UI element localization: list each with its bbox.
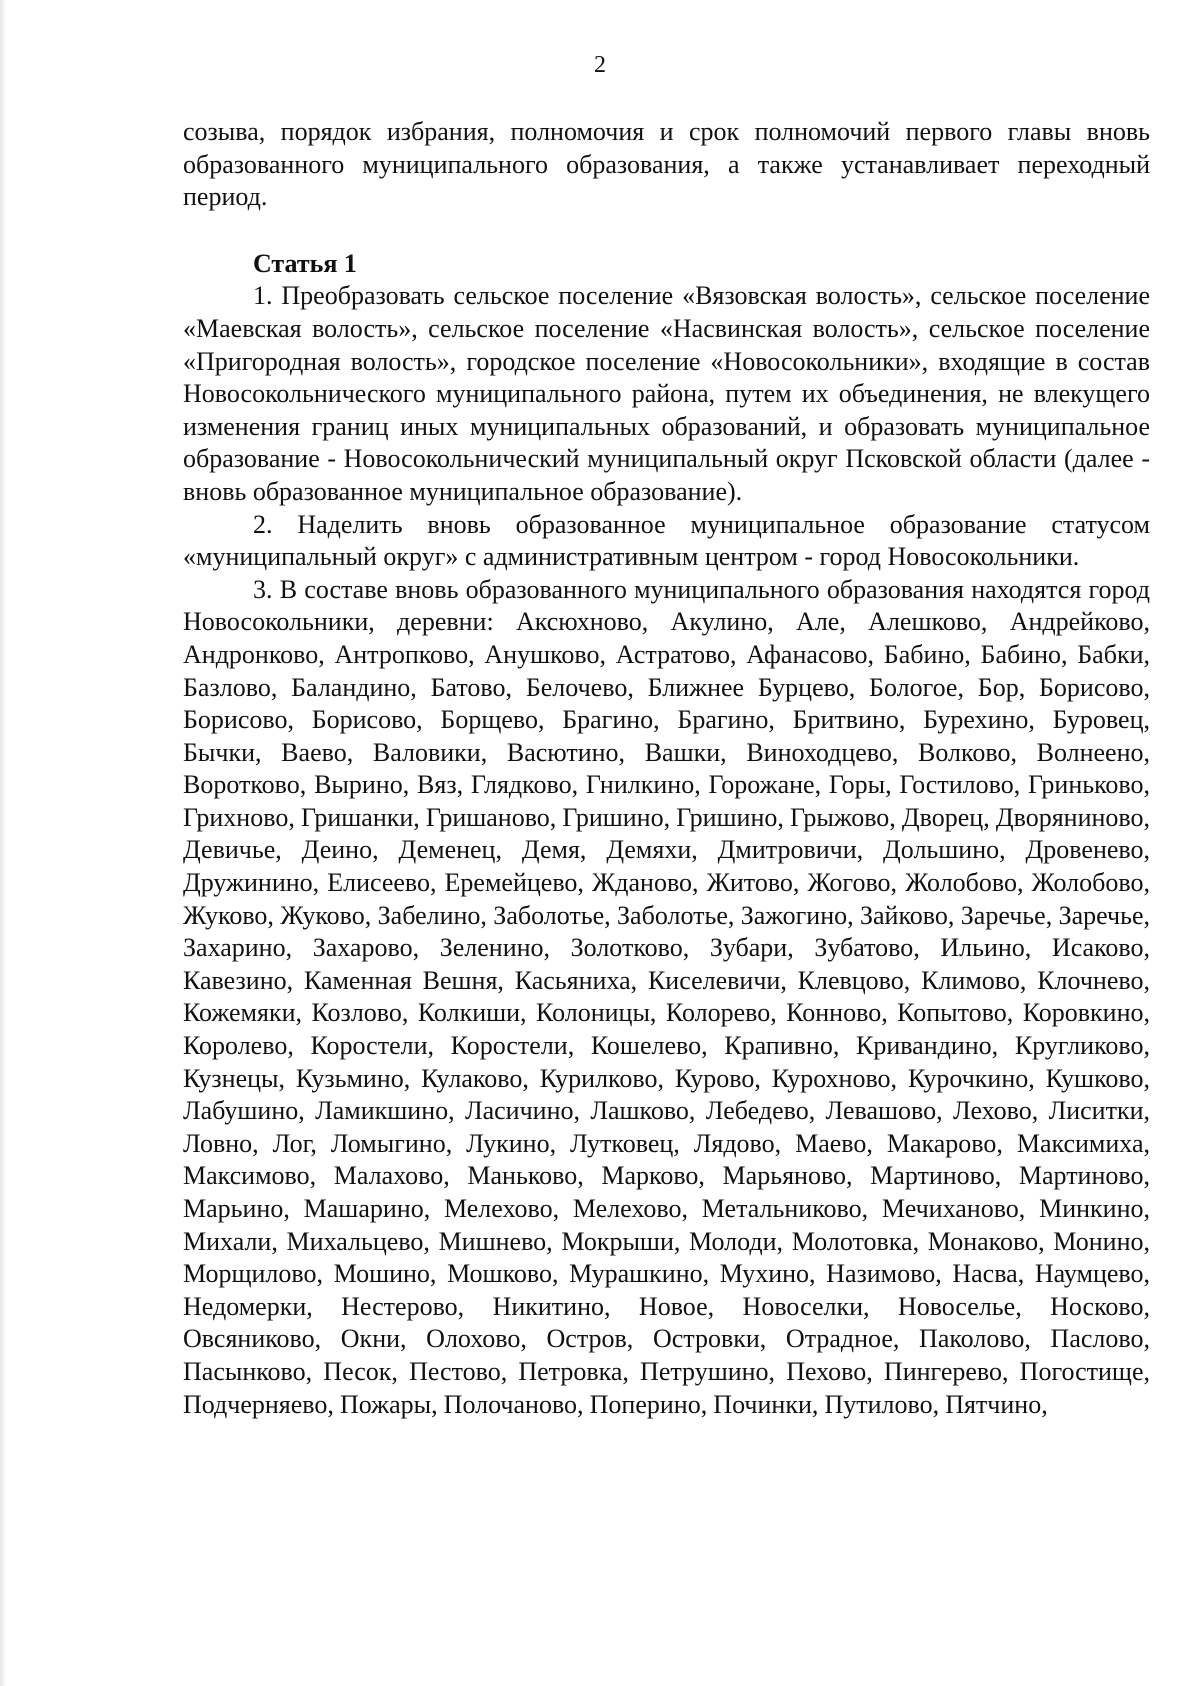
article-clause-2: 2. Наделить вновь образованное муниципальное образование статусом «муниципальный округ» с административным центром - город Новосокольники.	[183, 509, 1150, 572]
article-clause-1: 1. Преобразовать сельское поселение «Вязовская волость», сельское поселение «Маевская волость», сельское поселение «Насвинская волость», сельское поселение «Пригородная волость», городское поселение «Новосокольники», входящие в состав Новосокольнического муниципального района, путем их объединения, не влекущего изменения границ иных муниципальных образований, и образовать муниципальное образование - Новосокольнический муниципальный округ Псковской области (далее - вновь образованное муниципальное образование).	[183, 281, 1150, 506]
article-clause-3: 3. В составе вновь образованного муниципального образования находятся город Новосокольники, деревни: Аксюхново, Акулино, Але, Алешково, Андрейково, Андронково, Антропково, Анушково, Астратово, Афанасово, Бабино, Бабино, Бабки, Базлово, Баландино, Батово, Белочево, Ближнее Бурцево, Бологое, Бор, Борисово, Борисово, Борисово, Борщево, Брагино, Брагино, Бритвино, Бурехино, Буровец, Бычки, Ваево, Валовики, Васютино, Вашки, Виноходцево, Волково, Волнеено, Воротково, Вырино, Вяз, Глядково, Гнилкино, Горожане, Горы, Гостилово, Гриньково, Грихново, Гришанки, Гришаново, Гришино, Гришино, Грыжово, Дворец, Дворяниново, Девичье, Деино, Деменец, Демя, Демяхи, Дмитровичи, Дольшино, Дровенево, Дружинино, Елисеево, Еремейцево, Жданово, Житово, Жогово, Жолобово, Жолобово, Жуково, Жуково, Забелино, Заболотье, Заболотье, Зажогино, Зайково, Заречье, Заречье, Захарино, Захарово, Зеленино, Золотково, Зубари, Зубатово, Ильино, Исаково, Кавезино, Каменная Вешня, Касьяниха, Киселевичи, Клевцово, Климово, Клочнево, Кожемяки, Козлово, Колкиши, Колоницы, Колорево, Конново, Копытово, Коровкино, Королево, Коростели, Коростели, Кошелево, Крапивно, Кривандино, Кругликово, Кузнецы, Кузьмино, Кулаково, Курилково, Курово, Курохново, Курочкино, Кушково, Лабушино, Ламикшино, Ласичино, Лашково, Лебедево, Левашово, Лехово, Лиситки, Ловно, Лог, Ломыгино, Лукино, Лутковец, Лядово, Маево, Макарово, Максимиха, Максимово, Малахово, Маньково, Марково, Марьяново, Мартиново, Мартиново, Марьино, Машарино, Мелехово, Мелехово, Метальниково, Мечиханово, Минкино, Михали, Михальцево, Мишнево, Мокрыши, Молоди, Молотовка, Монаково, Монино, Морщилово, Мошино, Мошково, Мурашкино, Мухино, Назимово, Насва, Наумцево, Недомерки, Нестерово, Никитино, Новое, Новоселки, Новоселье, Носково, Овсяниково, Окни, Олохово, Остров, Островки, Отрадное, Паколово, Паслово, Пасынково, Песок, Пестово, Петровка, Петрушино, Пехово, Пингерево, Погостище, Подчерняево, Пожары, Полочаново, Поперино, Починки, Путилово, Пятчино,	[183, 574, 1150, 1419]
document-body	[183, 116, 1150, 1421]
article-heading: Статья 1	[253, 248, 357, 278]
intro-paragraph: созыва, порядок избрания, полномочия и срок полномочий первого главы вновь образованного муниципального образования, а также устанавливает переходный период.	[183, 117, 1150, 212]
page-number: 2	[594, 52, 606, 78]
scan-edge-shadow	[0, 0, 7, 1686]
